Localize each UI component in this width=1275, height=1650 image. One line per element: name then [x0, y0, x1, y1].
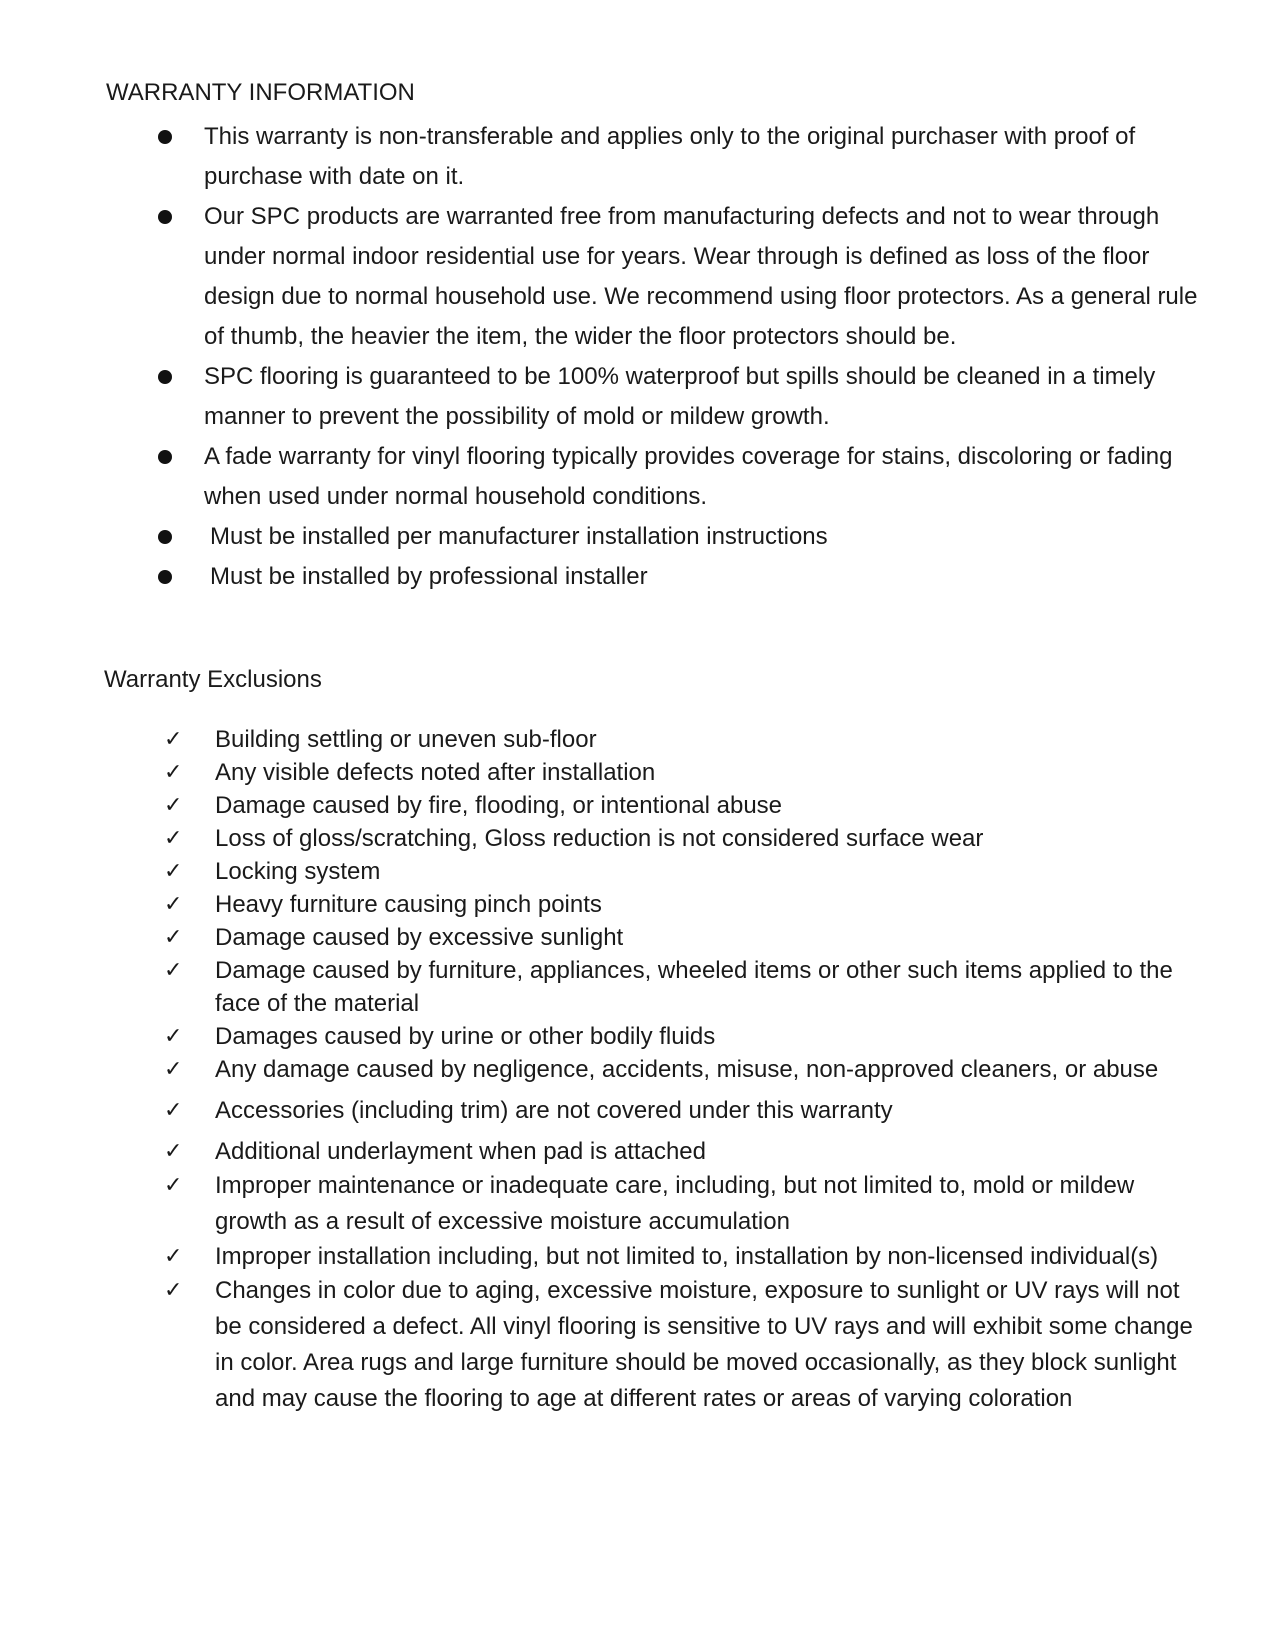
- checkmark-icon: ✓: [164, 793, 183, 818]
- list-item: [162, 1273, 1202, 1417]
- list-item-text: Any damage caused by negligence, accidents, misuse, non-approved cleaners, or abuse: [215, 1056, 1159, 1083]
- list-item: [162, 1240, 1202, 1273]
- list-item-text: Must be installed per manufacturer installation instructions: [210, 523, 828, 550]
- bullet-dot-icon: [158, 570, 172, 584]
- checkmark-icon: ✓: [164, 1244, 183, 1269]
- list-item: [162, 921, 1202, 954]
- list-item-text: Accessories (including trim) are not covered under this warranty: [215, 1097, 893, 1124]
- list-item: [162, 1168, 1202, 1240]
- list-item-text: Our SPC products are warranted free from manufacturing defects and not to wear through under normal indoor residential use for years. Wear through is defined as loss of the floor design due to normal household use. We recommend using floor protectors. As a general rule of thumb, the heavier the item, the wider the floor protectors should be.: [204, 203, 1198, 350]
- bullet-dot-icon: [158, 130, 172, 144]
- checkmark-icon: ✓: [164, 826, 183, 851]
- list-item: [162, 1135, 1202, 1168]
- checkmark-icon: ✓: [164, 892, 183, 917]
- list-item-text: Locking system: [215, 858, 381, 885]
- list-item: [150, 117, 1200, 197]
- checkmark-icon: ✓: [164, 925, 183, 950]
- list-item-text: Improper installation including, but not limited to, installation by non-licensed individual(s): [215, 1243, 1159, 1270]
- list-item-text: A fade warranty for vinyl flooring typically provides coverage for stains, discoloring or fading when used under normal household conditions.: [204, 443, 1173, 510]
- checkmark-icon: ✓: [164, 1024, 183, 1049]
- checkmark-icon: ✓: [164, 727, 183, 752]
- list-item: [150, 197, 1200, 357]
- list-item: [162, 888, 1202, 921]
- bullet-dot-icon: [158, 530, 172, 544]
- list-item: [162, 822, 1202, 855]
- list-item-text: Any visible defects noted after installation: [215, 759, 656, 786]
- list-item-text: This warranty is non-transferable and applies only to the original purchaser with proof of purchase with date on it.: [204, 123, 1136, 190]
- list-item: [150, 357, 1200, 437]
- warranty-exclusions-heading: Warranty Exclusions: [104, 666, 322, 693]
- list-item: [162, 1053, 1202, 1086]
- list-item-text: Damage caused by excessive sunlight: [215, 924, 624, 951]
- checkmark-icon: ✓: [164, 859, 183, 884]
- checkmark-icon: ✓: [164, 1057, 183, 1082]
- list-item-text: Damage caused by furniture, appliances, wheeled items or other such items applied to the face of the material: [215, 957, 1173, 1017]
- list-item: [162, 1020, 1202, 1053]
- list-item: [162, 756, 1202, 789]
- list-item-text: Damages caused by urine or other bodily fluids: [215, 1023, 716, 1050]
- list-item-text: Heavy furniture causing pinch points: [215, 891, 602, 918]
- list-item: [162, 855, 1202, 888]
- checkmark-icon: ✓: [164, 1139, 183, 1164]
- bullet-dot-icon: [158, 210, 172, 224]
- list-item: [162, 1094, 1202, 1127]
- checkmark-icon: ✓: [164, 958, 183, 983]
- warranty-information-list: [150, 117, 1200, 597]
- list-item: [150, 557, 1200, 597]
- list-item: [162, 789, 1202, 822]
- checkmark-icon: ✓: [164, 1098, 183, 1123]
- checkmark-icon: ✓: [164, 760, 183, 785]
- list-item: [150, 437, 1200, 517]
- list-item-text: Must be installed by professional installer: [210, 563, 648, 590]
- list-item: [162, 954, 1202, 1020]
- list-item-text: Changes in color due to aging, excessive moisture, exposure to sunlight or UV rays will not be considered a defect. All vinyl flooring is sensitive to UV rays and will exhibit some change in color. Area rugs and large furniture should be moved occasionally, as they block sunlight and may cause the flooring to age at different rates or areas of varying coloration: [215, 1277, 1193, 1412]
- bullet-dot-icon: [158, 450, 172, 464]
- list-item-text: SPC flooring is guaranteed to be 100% waterproof but spills should be cleaned in a timely manner to prevent the possibility of mold or mildew growth.: [204, 363, 1156, 430]
- list-item-text: Damage caused by fire, flooding, or intentional abuse: [215, 792, 783, 819]
- list-item: [150, 517, 1200, 557]
- list-item-text: Loss of gloss/scratching, Gloss reduction is not considered surface wear: [215, 825, 984, 852]
- list-item-text: Additional underlayment when pad is attached: [215, 1138, 706, 1165]
- checkmark-icon: ✓: [164, 1278, 183, 1303]
- list-item-text: Building settling or uneven sub-floor: [215, 726, 597, 753]
- warranty-information-heading: WARRANTY INFORMATION: [106, 79, 415, 106]
- list-item-text: Improper maintenance or inadequate care, including, but not limited to, mold or mildew growth as a result of excessive moisture accumulation: [215, 1172, 1135, 1235]
- checkmark-icon: ✓: [164, 1173, 183, 1198]
- warranty-exclusions-list: [162, 723, 1202, 1417]
- bullet-dot-icon: [158, 370, 172, 384]
- list-item: [162, 723, 1202, 756]
